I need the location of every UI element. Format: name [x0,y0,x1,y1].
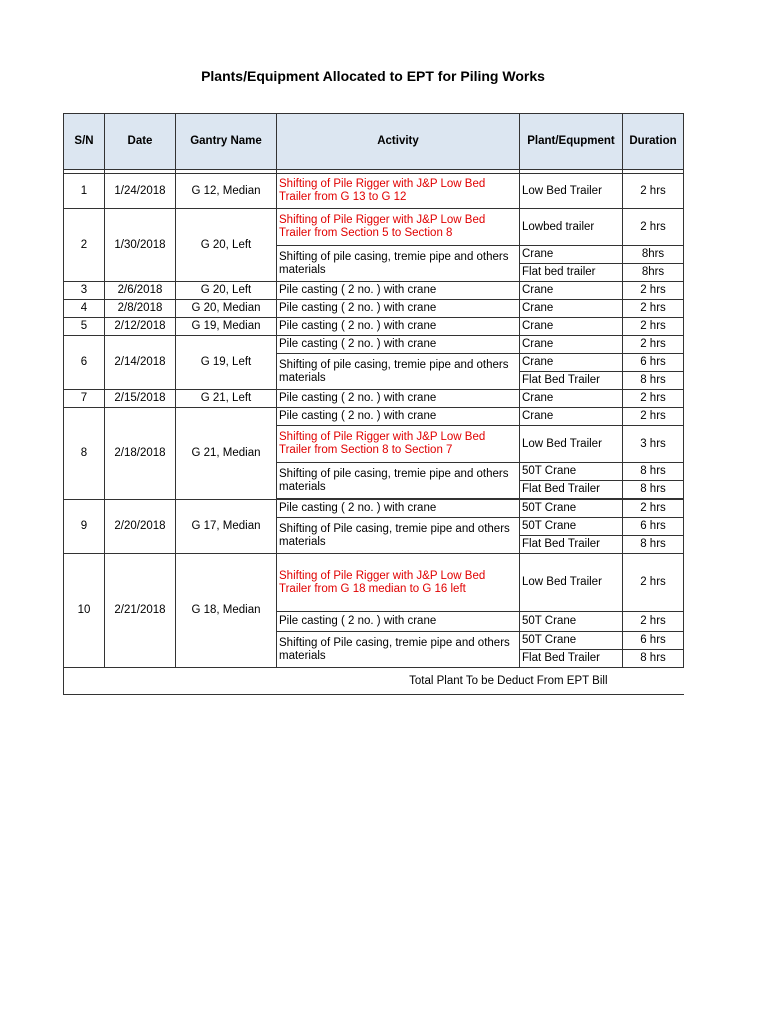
cell-plant: Crane [520,300,623,318]
cell-plant: Flat Bed Trailer [520,372,623,390]
cell-sn: 4 [64,300,105,318]
cell-duration: 3 hrs [623,426,684,463]
cell-gantry: G 20, Median [176,300,277,318]
cell-duration: 2 hrs [623,500,684,518]
cell-sn: 9 [64,500,105,554]
cell-date: 2/12/2018 [105,318,176,336]
cell-plant: Crane [520,336,623,354]
cell-date: 2/15/2018 [105,390,176,408]
cell-plant: Crane [520,354,623,372]
cell-sn: 3 [64,282,105,300]
cell-duration: 2 hrs [623,336,684,354]
cell-gantry: G 12, Median [176,174,277,209]
header-gantry: Gantry Name [176,114,277,170]
cell-duration: 2 hrs [623,554,684,612]
cell-gantry: G 17, Median [176,500,277,554]
header-activity: Activity [277,114,520,170]
cell-activity: Pile casting ( 2 no. ) with crane [277,500,520,518]
cell-plant: Flat Bed Trailer [520,536,623,554]
cell-date: 2/21/2018 [105,554,176,668]
cell-date: 2/6/2018 [105,282,176,300]
header-plant: Plant/Equpment [520,114,623,170]
cell-duration: 8hrs [623,264,684,282]
cell-plant: 50T Crane [520,518,623,536]
cell-sn: 1 [64,174,105,209]
cell-date: 1/30/2018 [105,209,176,282]
cell-date: 2/8/2018 [105,300,176,318]
cell-plant: Low Bed Trailer [520,174,623,209]
total-label: Total Plant To be Deduct From EPT Bill [64,668,684,695]
cell-duration: 8hrs [623,246,684,264]
cell-plant: Lowbed trailer [520,209,623,246]
cell-duration: 6 hrs [623,632,684,650]
cell-activity: Shifting of Pile casing, tremie pipe and others materials [277,518,520,554]
cell-duration: 6 hrs [623,518,684,536]
cell-gantry: G 21, Left [176,390,277,408]
cell-sn: 5 [64,318,105,336]
header-sn: S/N [64,114,105,170]
header-duration: Duration [623,114,684,170]
cell-activity: Shifting of Pile casing, tremie pipe and others materials [277,632,520,668]
table-row [64,282,684,300]
cell-plant: Crane [520,246,623,264]
cell-date: 2/20/2018 [105,500,176,554]
cell-plant: Crane [520,408,623,426]
cell-activity: Pile casting ( 2 no. ) with crane [277,408,520,426]
table-row [64,300,684,318]
cell-duration: 8 hrs [623,372,684,390]
cell-activity: Pile casting ( 2 no. ) with crane [277,390,520,408]
cell-date: 1/24/2018 [105,174,176,209]
cell-duration: 8 hrs [623,650,684,668]
cell-gantry: G 21, Median [176,408,277,500]
cell-sn: 6 [64,336,105,390]
cell-sn: 8 [64,408,105,500]
cell-sn: 10 [64,554,105,668]
cell-activity: Pile casting ( 2 no. ) with crane [277,612,520,632]
cell-duration: 2 hrs [623,300,684,318]
cell-gantry: G 20, Left [176,282,277,300]
cell-date: 2/14/2018 [105,336,176,390]
table-row [64,209,684,246]
cell-activity: Shifting of pile casing, tremie pipe and others materials [277,463,520,499]
table-row [64,408,684,426]
cell-activity: Shifting of pile casing, tremie pipe and others materials [277,354,520,390]
cell-activity: Pile casting ( 2 no. ) with crane [277,300,520,318]
cell-activity: Pile casting ( 2 no. ) with crane [277,282,520,300]
table-row [64,500,684,518]
cell-duration: 8 hrs [623,536,684,554]
cell-duration: 2 hrs [623,174,684,209]
cell-duration: 8 hrs [623,463,684,481]
equipment-table [63,113,684,695]
cell-date: 2/18/2018 [105,408,176,500]
cell-duration: 2 hrs [623,282,684,300]
header-row [64,114,684,170]
cell-plant: 50T Crane [520,632,623,650]
cell-plant: Flat Bed Trailer [520,650,623,668]
cell-gantry: G 19, Left [176,336,277,390]
cell-duration: 2 hrs [623,408,684,426]
cell-plant: Crane [520,318,623,336]
cell-activity: Pile casting ( 2 no. ) with crane [277,336,520,354]
cell-activity: Shifting of pile casing, tremie pipe and others materials [277,246,520,282]
cell-duration: 2 hrs [623,209,684,246]
cell-duration: 6 hrs [623,354,684,372]
cell-plant: Low Bed Trailer [520,426,623,463]
cell-duration: 2 hrs [623,318,684,336]
cell-gantry: G 19, Median [176,318,277,336]
cell-activity: Shifting of Pile Rigger with J&P Low Bed Trailer from Section 8 to Section 7 [277,426,520,463]
cell-plant: 50T Crane [520,612,623,632]
cell-gantry: G 18, Median [176,554,277,668]
cell-plant: Low Bed Trailer [520,554,623,612]
cell-activity: Pile casting ( 2 no. ) with crane [277,318,520,336]
total-row [64,668,684,695]
table-row [64,174,684,209]
cell-plant: 50T Crane [520,463,623,481]
table-row [64,318,684,336]
cell-duration: 8 hrs [623,481,684,499]
cell-plant: 50T Crane [520,500,623,518]
cell-activity: Shifting of Pile Rigger with J&P Low Bed Trailer from G 13 to G 12 [277,174,520,209]
cell-activity: Shifting of Pile Rigger with J&P Low Bed Trailer from Section 5 to Section 8 [277,209,520,246]
cell-gantry: G 20, Left [176,209,277,282]
cell-sn: 7 [64,390,105,408]
cell-sn: 2 [64,209,105,282]
cell-duration: 2 hrs [623,390,684,408]
table-row [64,554,684,612]
header-date: Date [105,114,176,170]
table-row [64,390,684,408]
cell-plant: Flat bed trailer [520,264,623,282]
page-title: Plants/Equipment Allocated to EPT for Piling Works [201,68,545,84]
cell-duration: 2 hrs [623,612,684,632]
cell-plant: Crane [520,390,623,408]
cell-plant: Flat Bed Trailer [520,481,623,499]
cell-activity: Shifting of Pile Rigger with J&P Low Bed Trailer from G 18 median to G 16 left [277,554,520,612]
cell-plant: Crane [520,282,623,300]
table-row [64,336,684,354]
